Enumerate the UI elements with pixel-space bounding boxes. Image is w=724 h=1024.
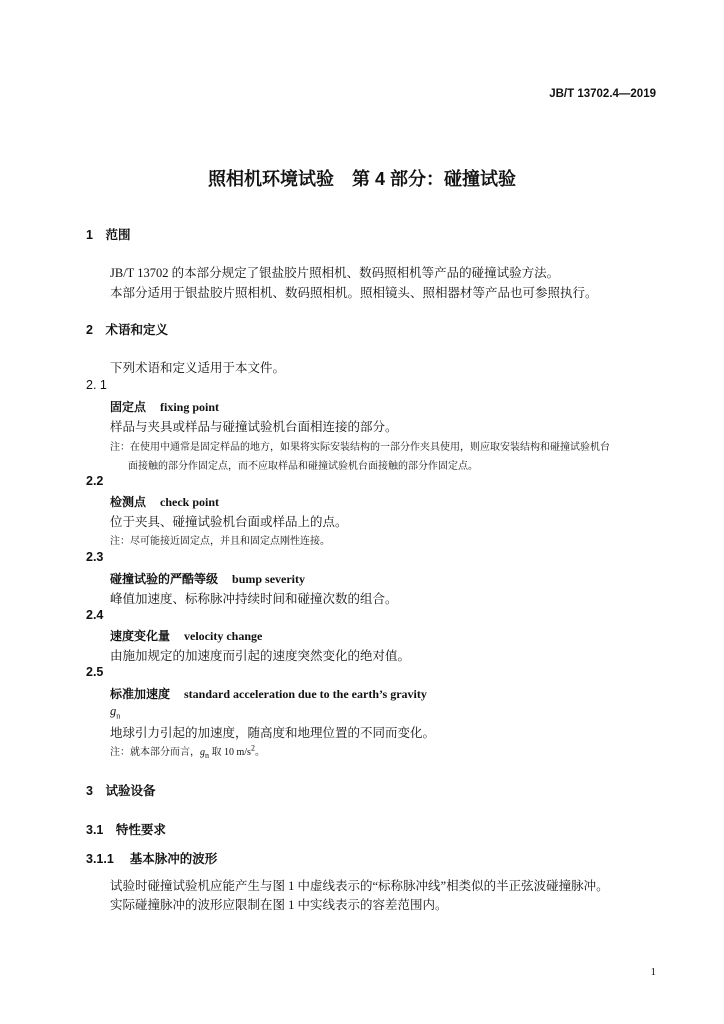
term-2-2-title [110,493,219,510]
term-2-1-note-line-1: 注：在使用中通常是固定样品的地方，如果将实际安装结构的一部分作夹具使用，则应取安装结构和碰撞试验机台 [110,442,610,453]
term-2-1-en: fixing point [160,400,220,414]
section-1-paragraph-1: JB/T 13702 的本部分规定了银盐胶片照相机、数码照相机等产品的碰撞试验方法。 [110,266,560,280]
section-3-1-1-heading: 3.1.1 基本脉冲的波形 [86,852,218,866]
term-2-5-number: 2.5 [86,665,104,679]
section-1-heading: 1 范围 [86,228,131,242]
term-2-4-cn: 速度变化量 [110,629,171,643]
term-2-3-number: 2.3 [86,550,104,564]
section-3-heading: 3 试验设备 [86,784,156,798]
document-title: 照相机环境试验 第 4 部分：碰撞试验 [207,169,516,189]
term-2-1-definition: 样品与夹具或样品与碰撞试验机台面相连接的部分。 [110,420,398,434]
note-text-c: 。 [254,747,265,758]
term-2-5-note [110,743,265,760]
page-number: 1 [650,966,656,978]
term-2-4-number: 2.4 [86,608,104,622]
term-2-2-definition: 位于夹具、碰撞试验机台面或样品上的点。 [110,515,348,529]
term-2-2-number: 2.2 [86,474,104,488]
section-3-1-heading: 3.1 特性要求 [86,823,166,837]
term-2-5-definition: 地球引力引起的加速度，随高度和地理位置的不同而变化。 [110,726,436,740]
section-3-1-1-paragraph-2: 实际碰撞脉冲的波形应限制在图 1 中实线表示的容差范围内。 [110,898,448,912]
term-2-1-note-line-2: 面接触的部分作固定点，而不应取样品和碰撞试验机台面接触的部分作固定点。 [128,461,478,472]
term-2-1-cn: 固定点 [110,400,147,414]
term-2-3-definition: 峰值加速度、标称脉冲持续时间和碰撞次数的组合。 [110,592,398,606]
note-text-b: 取 10 m/s [209,747,251,758]
symbol-g: g [110,704,117,718]
term-2-2-en: check point [160,495,220,509]
term-2-2-cn: 检测点 [110,495,147,509]
term-2-4-en: velocity change [184,629,263,643]
symbol-subscript-n: n [116,711,121,721]
section-2-heading: 2 术语和定义 [86,323,168,337]
note-subscript-n: n [205,751,209,760]
term-2-4-definition: 由施加规定的加速度而引起的速度突然变化的绝对值。 [110,649,411,663]
note-symbol-g: g [200,747,205,758]
standard-number: JB/T 13702.4—2019 [549,88,656,100]
term-2-4-title [110,627,262,644]
term-2-5-cn: 标准加速度 [110,687,171,701]
term-2-1-title [110,398,219,415]
term-2-5-symbol [110,704,120,721]
term-2-3-cn: 碰撞试验的严酷等级 [110,572,219,586]
section-1-paragraph-2: 本部分适用于银盐胶片照相机、数码照相机。照相镜头、照相器材等产品也可参照执行。 [110,286,598,300]
term-2-3-title [110,570,305,587]
term-2-1-number: 2. 1 [86,378,107,392]
term-2-3-en: bump severity [232,572,306,586]
section-3-1-1-paragraph-1: 试验时碰撞试验机应能产生与图 1 中虚线表示的“标称脉冲线”相类似的半正弦波碰撞脉冲。 [110,879,609,893]
term-2-5-en: standard acceleration due to the earth’s gravity [184,687,427,701]
section-2-intro: 下列术语和定义适用于本文件。 [110,361,286,375]
note-superscript-2: 2 [250,743,255,753]
term-2-2-note: 注：尽可能接近固定点，并且和固定点刚性连接。 [110,536,330,547]
note-text-a: 注：就本部分而言， [110,747,200,758]
term-2-5-title [110,685,427,702]
